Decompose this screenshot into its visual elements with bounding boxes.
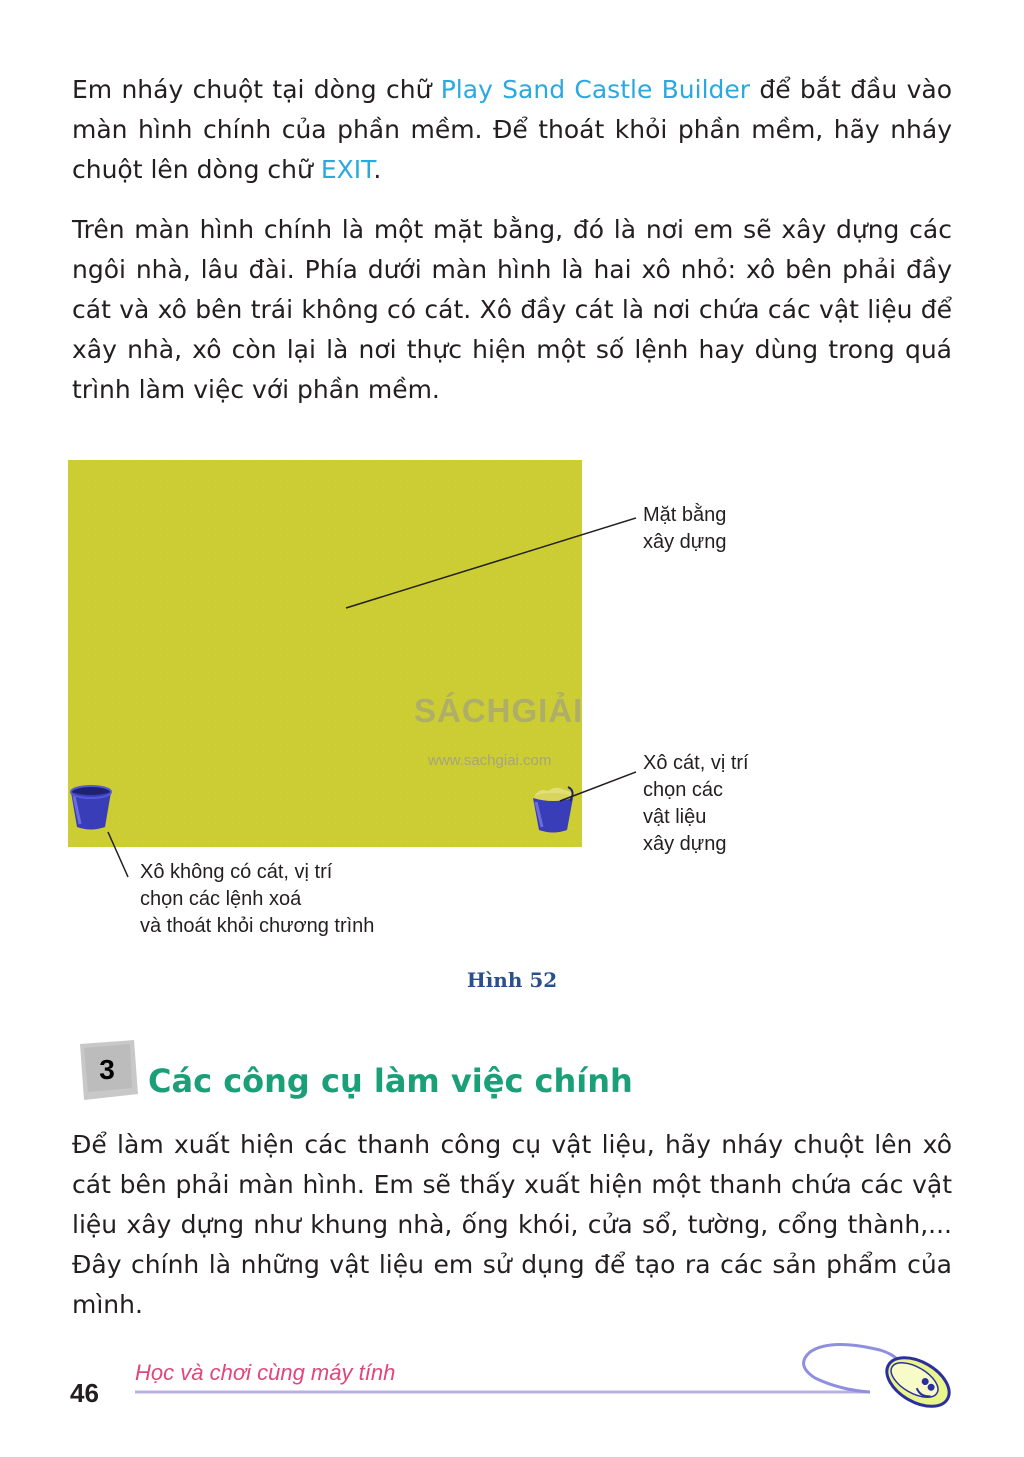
callout-empty-line-2: chọn các lệnh xoá bbox=[140, 888, 302, 910]
intro-text-1: Em nháy chuột tại dòng chữ bbox=[72, 75, 441, 104]
page-number: 46 bbox=[70, 1378, 99, 1408]
exit-link: EXIT bbox=[320, 155, 374, 184]
callout-building-plane bbox=[643, 502, 843, 556]
callout-full-line-2: chọn các bbox=[643, 779, 724, 801]
plane-leader-line bbox=[346, 518, 636, 608]
callout-full-line-3: vật liệu bbox=[643, 806, 707, 828]
play-sand-castle-link: Play Sand Castle Builder bbox=[440, 75, 751, 104]
figure-caption: Hình 52 bbox=[466, 968, 558, 992]
callout-full-line-1: Xô cát, vị trí bbox=[643, 752, 749, 774]
book-title: Học và chơi cùng máy tính bbox=[135, 1360, 396, 1385]
watermark-url: www.sachgiai.com bbox=[428, 752, 552, 769]
toolbar-paragraph: Để làm xuất hiện các thanh công cụ vật liệu, hãy nháy chuột lên xô cát bên phải màn hình. Em sẽ thấy xuất hiện một thanh chứa các vật liệu xây dựng như khung nhà, ống khói, cửa sổ, tường, cổng thành,... Đây chính là những vật liệu em sử dụng để tạo ra các sản phẩm của mình. bbox=[72, 1130, 952, 1319]
section-number: 3 bbox=[99, 1054, 115, 1085]
callout-full-line-4: xây dựng bbox=[643, 833, 727, 855]
intro-paragraph bbox=[72, 70, 952, 190]
mouse-icon bbox=[879, 1348, 958, 1417]
watermark bbox=[414, 680, 624, 770]
watermark-brand: SÁCHGIẢI bbox=[414, 692, 584, 729]
callout-plane-line-1: Mặt bằng bbox=[643, 504, 727, 526]
callout-sand-bucket bbox=[643, 750, 843, 858]
callout-empty-bucket bbox=[140, 859, 460, 940]
figure-52 bbox=[0, 455, 1024, 955]
intro-text-2: để bắt đầu vào màn hình chính của phần mềm. Để thoát khỏi phần mềm, hãy nháy chuột lên dòng chữ bbox=[72, 75, 952, 184]
callout-plane-line-2: xây dựng bbox=[643, 531, 727, 553]
main-screen-paragraph: Trên màn hình chính là một mặt bằng, đó là nơi em sẽ xây dựng các ngôi nhà, lâu đài. Phía dưới màn hình là hai xô nhỏ: xô bên phải đầy cát và xô bên trái không có cát. Xô đầy cát là nơi chứa các vật liệu để xây nhà, xô còn lại là nơi thực hiện một số lệnh hay dùng trong quá trình làm việc với phần mềm. bbox=[72, 215, 952, 404]
callout-empty-line-3: và thoát khỏi chương trình bbox=[140, 915, 375, 937]
intro-text-3: . bbox=[373, 155, 382, 184]
full-bucket-leader-line bbox=[560, 772, 636, 801]
callout-empty-line-1: Xô không có cát, vị trí bbox=[140, 861, 333, 883]
empty-bucket-leader-line bbox=[108, 832, 128, 877]
section-title: Các công cụ làm việc chính bbox=[148, 1062, 633, 1100]
